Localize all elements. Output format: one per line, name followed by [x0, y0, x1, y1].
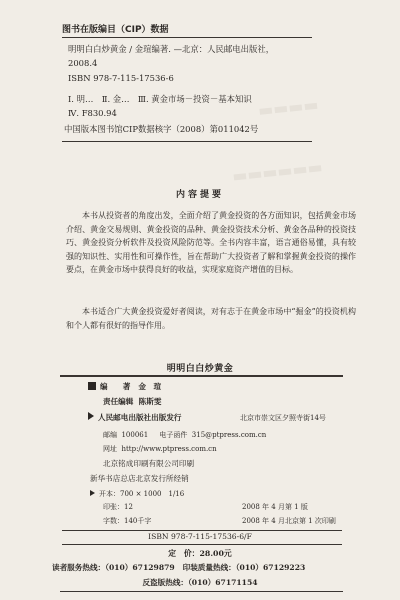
- printer-line: 北京铭成印刷有限公司印刷: [103, 459, 195, 468]
- distributor-line: 新华书店总店北京发行所经销: [90, 474, 189, 483]
- cip-bottom-rule: [62, 141, 312, 142]
- bleed-through-shadow: ▬▬▬▬▬▬: [231, 157, 324, 186]
- square-bullet-icon: [88, 382, 96, 390]
- cip-catalog-year: 2008.4: [68, 58, 98, 68]
- author-line: 编 著 金 瑄: [88, 381, 161, 392]
- publisher-address: 北京市崇文区夕照寺街14号: [240, 414, 326, 422]
- colophon-top-rule: [60, 375, 343, 377]
- cip-subject-classes: Ⅰ. 明… Ⅱ. 金… Ⅲ. 黄金市场－投资－基本知识: [68, 94, 252, 104]
- isbn-lower-rule: [62, 544, 342, 545]
- cip-isbn: ISBN 978-7-115-17536-6: [68, 73, 174, 83]
- isbn-upper-rule: [62, 530, 342, 531]
- website-line: 网址 http://www.ptpress.com.cn: [103, 445, 217, 453]
- abstract-heading: 内容提要: [175, 190, 224, 200]
- triangle-bullet-icon: [88, 412, 94, 420]
- format-line: 开本：700 × 1000 1/16: [90, 489, 184, 499]
- cip-top-rule: [62, 37, 312, 38]
- bleed-through-shadow: ▬▬▬▬: [257, 94, 320, 121]
- publisher-line: 人民邮电出版社出版发行: [88, 412, 182, 423]
- book-title: 明明白白炒黄金: [166, 364, 234, 374]
- colophon-bottom-rule: [60, 591, 343, 592]
- cip-record-number: 中国版本图书馆CIP数据核字（2008）第011042号: [64, 124, 259, 134]
- piracy-hotline-line: 反盗版热线：（010）67171154: [142, 578, 258, 587]
- price-line: 定 价：28.00元: [168, 549, 232, 558]
- cip-catalog-line: 明明白白炒黄金 / 金瑄编著. —北京：人民邮电出版社，: [68, 44, 275, 54]
- triangle-bullet-icon: [90, 490, 95, 496]
- editor-line: 责任编辑 陈斯雯: [103, 397, 162, 406]
- edition-line: 2008 年 4 月第 1 版: [242, 503, 308, 511]
- isbn-line: ISBN 978-7-115-17536-6/F: [148, 532, 252, 541]
- abstract-paragraph-2: 本书适合广大黄金投资爱好者阅读，对有志于在黄金市场中“掘金”的投资机构和个人都有很好的指导作用。: [66, 307, 356, 330]
- abstract-paragraph-1: 本书从投资者的角度出发，全面介绍了黄金投资的各方面知识，包括黄金市场介绍、黄金交易规则、黄金投资的品种、黄金投资技术分析、黄金各品种的投资技巧、黄金投资分析软件及投资风险防范等。全书内容丰富，语言通俗易懂，具有较强的知识性、实用性和可操作性，旨在帮助广大投资者了解和掌握黄金投资的操作要点，在黄金市场中获得良好的收益，实现家庭资产增值的目标。: [66, 211, 356, 274]
- word-count-line: 字数：140千字: [103, 517, 152, 525]
- sheets-line: 印张：12: [103, 503, 133, 511]
- hotline-line: 读者服务热线：（010）67129879 印装质量热线：（010）67129223: [52, 563, 306, 572]
- printing-line: 2008 年 4 月北京第 1 次印刷: [242, 517, 336, 525]
- cip-class-number: Ⅳ. F830.94: [68, 108, 117, 118]
- postcode-email-line: 邮编 100061 电子函件 315@ptpress.com.cn: [103, 431, 267, 439]
- cip-heading: 图书在版编目（CIP）数据: [62, 25, 169, 35]
